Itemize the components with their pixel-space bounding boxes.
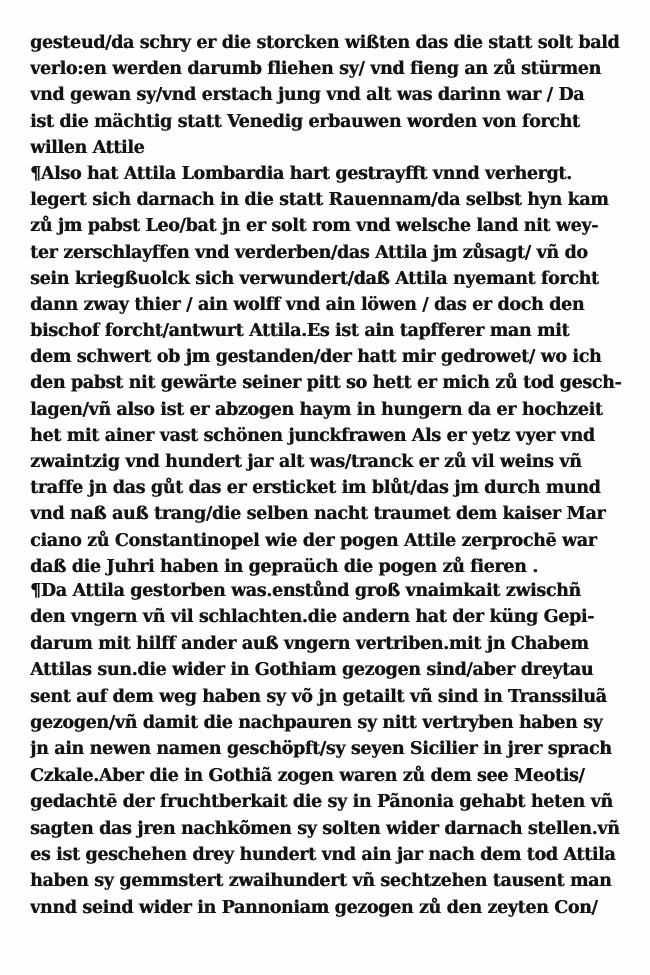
text-line: Attilas sun.die wider in Gothiam gezogen sind/aber dreytau xyxy=(30,660,594,681)
text-line: lagen/vñ also ist er abzogen haym in hungern da er hochzeit xyxy=(30,399,603,420)
text-line: willen Attile xyxy=(30,137,145,158)
text-line: ¶Da Attila gestorben was.enstůnd groß vnaimkait zwischñ xyxy=(30,581,581,601)
text-line: verlo:en werden darumb fliehen sy/ vnd fieng an zů stürmen xyxy=(30,59,601,80)
text-line: sein kriegßuolck sich verwundert/daß Attila nyemant forcht xyxy=(30,268,599,289)
text-line: gesteud/da schry er die storcken wißten das die statt solt bald xyxy=(30,33,620,53)
text-line: vnd gewan sy/vnd erstach jung vnd alt was darinn war / Da xyxy=(30,85,585,106)
text-line: zwaintzig vnd hundert jar alt was/tranck er zů vil weins vñ xyxy=(30,452,582,472)
text-line: jn ain newen namen geschöpft/sy seyen Sicilier in jrer sprach xyxy=(30,739,612,760)
text-line: ter zerschlayffen vnd verderben/das Attila jm zůsagt/ vñ do xyxy=(30,242,588,263)
text-line: zů jm pabst Leo/bat jn er solt rom vnd welsche land nit wey- xyxy=(30,216,598,237)
text-line: gedachtē der fruchtberkait die sy in Pãnonia gehabt heten vñ xyxy=(30,792,613,813)
paragraph-attila-lombardia xyxy=(30,30,628,580)
text-line: het mit ainer vast schönen junckfrawen Als er yetz vyer vnd xyxy=(30,425,595,446)
text-line: dem schwert ob jm gestanden/der hatt mir gedrowet/ wo ich xyxy=(30,347,602,368)
paragraph-attila-death xyxy=(30,578,628,921)
text-line: ciano zů Constantinopel wie der pogen Attile zerprochē war xyxy=(30,530,597,551)
text-line: daß die Juhri haben in gepraüch die pogen zů fieren . xyxy=(30,556,538,577)
text-line: haben sy gemmstert zwaihundert vñ sechtzehen tausent man xyxy=(30,871,612,892)
text-line: den pabst nit gewärte seiner pitt so hett er mich zů tod gesch- xyxy=(30,373,622,394)
text-line: darum mit hilff ander auß vngern vertriben.mit jn Chabem xyxy=(30,633,589,654)
text-line: es ist geschehen drey hundert vnd ain jar nach dem tod Attila xyxy=(30,844,616,865)
text-line: bischof forcht/antwurt Attila.Es ist ain tapfferer man mit xyxy=(30,321,570,342)
text-line: dann zway thier / ain wolff vnd ain löwen / das er doch den xyxy=(30,294,585,315)
text-line: traffe jn das gůt das er ersticket im blůt/das jm durch mund xyxy=(30,478,601,499)
text-line: ¶Also hat Attila Lombardia hart gestrayfft vnnd verhergt. xyxy=(30,163,572,184)
text-line: gezogen/vñ damit die nachpauren sy nitt vertryben haben sy xyxy=(30,712,603,733)
text-line: den vngern vñ vil schlachten.die andern hat der küng Gepi- xyxy=(30,607,594,628)
text-line: sagten das jren nachkõmen sy solten wider darnach stellen.vñ xyxy=(30,818,620,839)
text-line: Czkale.Aber die in Gothiã zogen waren zů dem see Meotis/ xyxy=(30,765,585,786)
text-line: ist die mächtig statt Venedig erbauwen worden von forcht xyxy=(30,111,580,132)
text-line: sent auf dem weg haben sy võ jn getailt vñ sind in Transsiluã xyxy=(30,686,607,707)
text-line: vnnd seind wider in Pannoniam gezogen zů den zeyten Con/ xyxy=(30,897,598,918)
text-line: vnd naß auß trang/die selben nacht traumet dem kaiser Mar xyxy=(30,504,606,525)
text-line: legert sich darnach in die statt Rauennam/da selbst hyn kam xyxy=(30,190,609,211)
